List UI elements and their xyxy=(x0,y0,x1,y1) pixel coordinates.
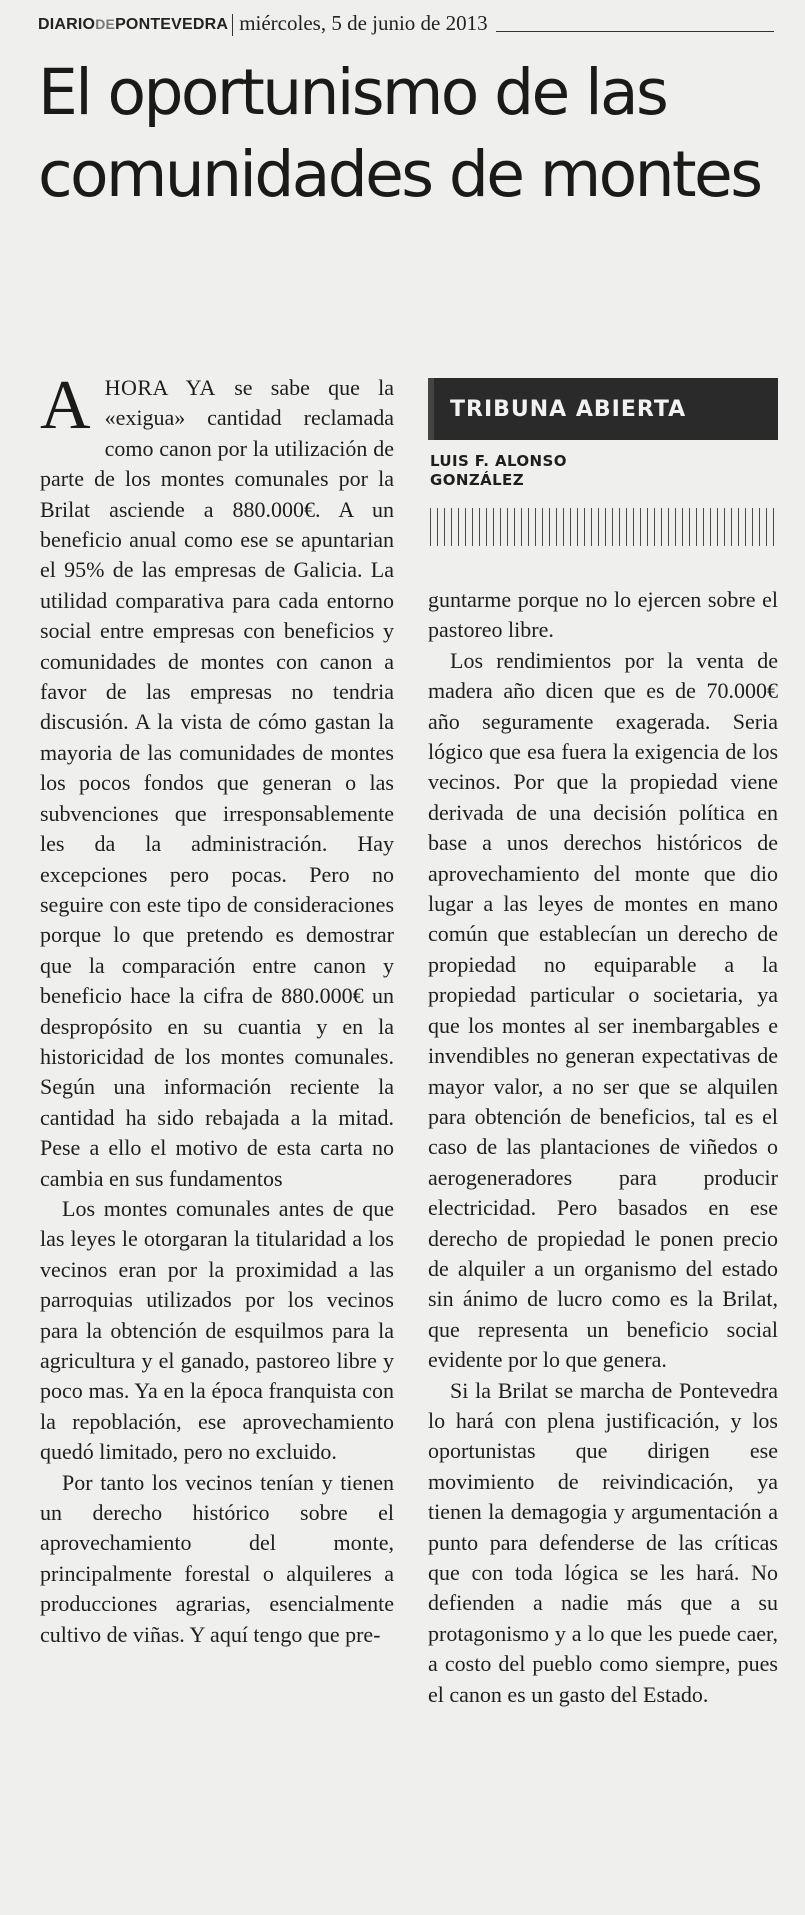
author-byline xyxy=(430,452,730,490)
headline: El oportunismo de las comunidades de montes xyxy=(38,56,761,211)
article-column-left xyxy=(40,367,394,1650)
section-label: TRIBUNA ABIERTA xyxy=(428,378,778,440)
paragraph-4: Los rendimientos por la venta de madera año dicen que es de 70.000€ año seguramente exagerada. Seria lógico que esa fuera la exigencia de los vecinos. Por que la propiedad viene derivada de una decisión política en base a unos derechos históricos de aprovechamiento del monte que dio lugar a las leyes de montes en mano común que establecían un derecho de propiedad no equiparable a la propiedad particular o societaria, ya que los montes al ser inembargables e invendibles no generan expectativas de mayor valor, a no ser que se alquilen para obtención de beneficios, tal es el caso de las plantaciones de viñedos o aerogeneradores para producir electricidad. Pero basados en ese derecho de propiedad le ponen precio de alquiler a un organismo del estado sin ánimo de lucro como es la Brilat, que representa un beneficio social evidente por lo que genera. xyxy=(428,647,778,1373)
masthead-divider xyxy=(232,14,233,36)
publication-date: miércoles, 5 de junio de 2013 xyxy=(239,11,488,35)
decorative-hatch xyxy=(430,508,778,546)
lead-paragraph xyxy=(40,367,394,1194)
author-name-line-2: GONZÁLEZ xyxy=(430,471,524,489)
paragraph-5: Si la Brilat se marcha de Pontevedra lo hará con plena justificación, y los oportunistas que dirigen ese movimiento de reivindicación, ya tienen la demagogia y argumentación a punto para defenderse de las críticas que con toda lógica se les hará. No defienden a nadie más que a su protagonismo y a lo que les puede caer, a costo del pueblo como siempre, pues el canon es un gasto del Estado. xyxy=(428,1377,778,1707)
paragraph-2: Los montes comunales antes de que las leyes le otorgaran la titularidad a los vecinos eran por la proximidad a las parroquias utilizados por los vecinos para la obtención de esquilmos para la agricultura y el ganado, pastoreo libre y poco mas. Ya en la época franquista con la repoblación, ese aprovechamiento quedó limitado, pero no excluido. xyxy=(40,1195,394,1465)
masthead-rule xyxy=(496,31,774,32)
newspaper-name: DIARIODEPONTEVEDRA xyxy=(38,16,229,33)
author-name-line-1: LUIS F. ALONSO xyxy=(430,452,567,470)
paragraph-3-part-2: guntarme porque no lo ejercen sobre el pastoreo libre. xyxy=(428,587,778,643)
drop-cap: A xyxy=(40,367,91,444)
article-column-right xyxy=(428,585,778,1710)
paragraph-3-part-1: Por tanto los vecinos tenían y tienen un derecho histórico sobre el aprovechamiento del monte, principalmente forestal o alquileres a producciones agrarias, esencialmente cultivo de viñas. Y aquí tengo que pre- xyxy=(40,1469,394,1647)
lead-in: HORA YA xyxy=(104,375,216,400)
paragraph-1-text: se sabe que la «exigua» cantidad reclamada como canon por la utilización de parte de los montes comunales por la Brilat asciende a 880.000€. A un beneficio anual como ese se apuntarian el 95% de las empresas de Galicia. La utilidad comparativa para cada entorno social entre empresas con beneficios y comunidades de montes con canon a favor de las empresas no tendria discusión. A la vista de cómo gastan la mayoria de las comunidades de montes los pocos fondos que generan o las subvenciones que irresponsablemente les da la administración. Hay excepciones pero pocas. Pero no seguire con este tipo de consideraciones porque lo que pretendo es demostrar que la comparación entre canon y beneficio hace la cifra de 880.000€ un despropósito en su cuantia y en la historicidad de los montes comunales. Según una información reciente la cantidad ha sido rebajada a la mitad. Pese a ello el motivo de esta carta no cambia en sus fundamentos xyxy=(40,375,394,1191)
masthead xyxy=(38,10,774,36)
